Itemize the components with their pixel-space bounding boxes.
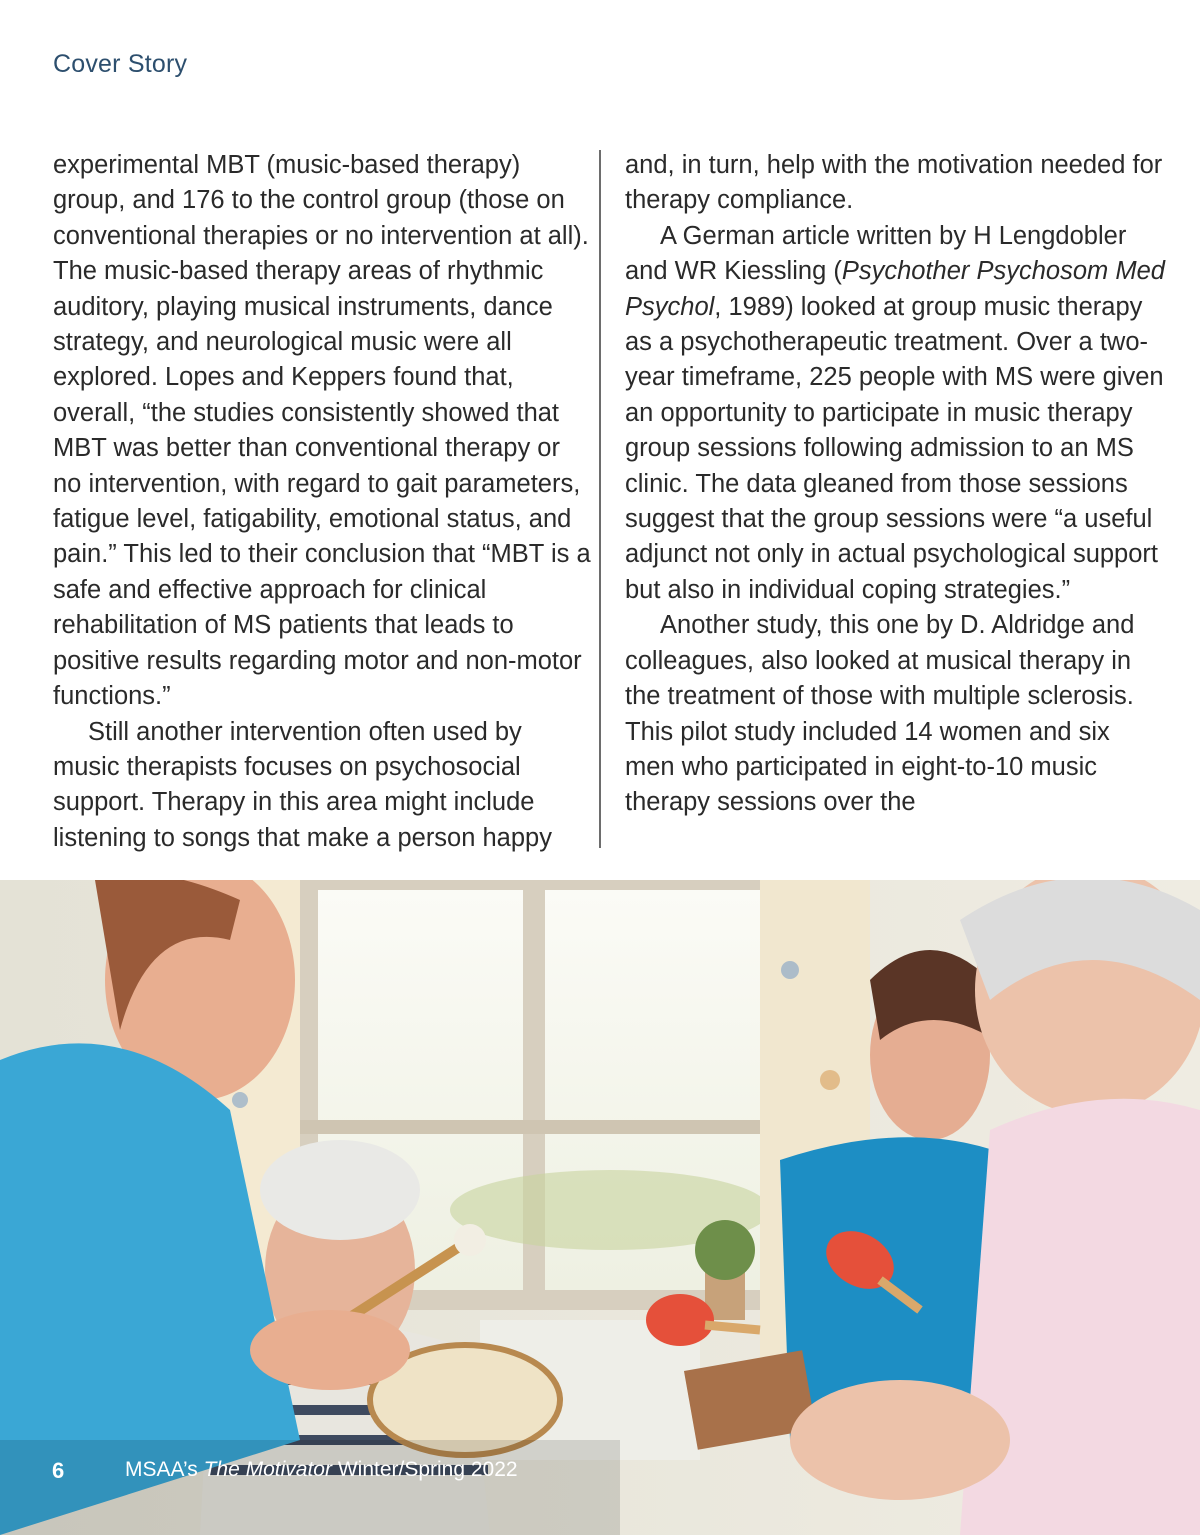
right-column xyxy=(625,148,1165,821)
right-paragraph-2-start: A German article written by H Lengdobler and WR Kiessling ( xyxy=(625,221,1127,286)
page-footer xyxy=(0,1448,600,1488)
left-column xyxy=(53,148,593,856)
right-paragraph-1: and, in turn, help with the motivation needed for therapy compliance. xyxy=(625,151,1163,215)
issue-date: Winter/Spring 2022 xyxy=(337,1458,518,1481)
magazine-title: The Motivator xyxy=(203,1458,332,1481)
right-paragraph-2 xyxy=(625,219,1165,608)
right-paragraph-3: Another study, this one by D. Aldridge and colleagues, also looked at musical therapy in the treatment of those with multiple sclerosis. This pilot study included 14 women and six men who participated in eight-to-10 music therapy sessions over the xyxy=(625,611,1135,817)
photo-illustration xyxy=(0,880,1200,1535)
publication-line xyxy=(125,1458,518,1482)
music-therapy-photo xyxy=(0,880,1200,1535)
left-paragraph-1: experimental MBT (music-based therapy) group, and 176 to the control group (those on conventional therapies or no intervention at all). The music-based therapy areas of rhythmic auditory, playing musical instruments, dance strategy, and neurological music were all explored. Lopes and Keppers found that, overall, “the studies consistently showed that MBT was better than conventional therapy or no intervention, with regard to gait parameters, fatigue level, fatigability, emotional status, and pain.” This led to their conclusion that “MBT is a safe and effective approach for clinical rehabilitation of MS patients that leads to positive results regarding motor and non-motor functions.” xyxy=(53,151,591,711)
page-number: 6 xyxy=(52,1458,65,1483)
right-paragraph-2-end: , 1989) looked at group music therapy as a psychotherapeutic treatment. Over a two-year timeframe, 225 people with MS were given an opportunity to participate in music therapy group sessions following admission to an MS clinic. The data gleaned from those sessions suggest that the group sessions were “a useful adjunct not only in actual psychological support but also in individual coping strategies.” xyxy=(625,292,1164,604)
publisher-name: MSAA’s xyxy=(125,1458,198,1481)
column-divider xyxy=(599,150,601,848)
journal-title: Psychother Psychosom Med Psychol xyxy=(625,257,1165,321)
left-paragraph-2: Still another intervention often used by music therapists focuses on psychosocial support. Therapy in this area might include listening to songs that make a person happy xyxy=(53,717,552,852)
section-label: Cover Story xyxy=(53,50,188,78)
